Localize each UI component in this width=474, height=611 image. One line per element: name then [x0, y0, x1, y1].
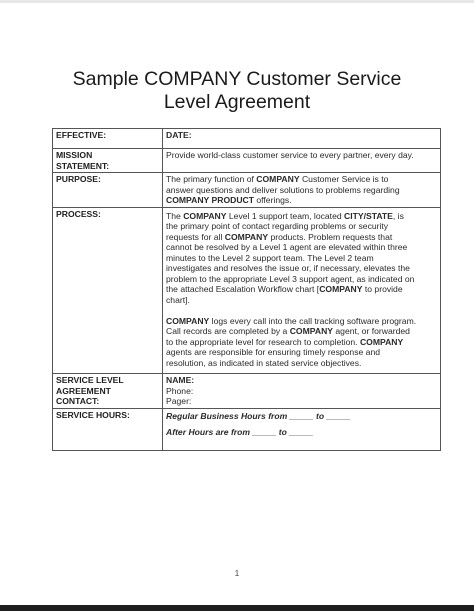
label-mission [53, 149, 163, 173]
value-contact [163, 374, 441, 409]
text-segment: answer questions and deliver solutions to problems regarding [166, 184, 400, 195]
row-effective [53, 129, 441, 149]
value-date [163, 129, 441, 149]
text-line [166, 358, 436, 369]
row-hours [53, 408, 441, 450]
document-title [0, 68, 474, 114]
contact-phone-label: Phone: [166, 385, 194, 396]
row-purpose [53, 173, 441, 208]
text-segment: Level 1 support team, located [226, 210, 345, 221]
row-contact [53, 374, 441, 409]
process-paragraph-1 [166, 211, 436, 306]
text-segment: problem to the appropriate Level 3 support agent, as indicated on [166, 273, 415, 284]
bold-text: COMPANY [359, 336, 404, 347]
label-process-text: PROCESS: [56, 208, 101, 219]
text-segment: the primary point of contact regarding problems or security [166, 221, 389, 231]
text-segment: Call records are completed by a [166, 326, 290, 336]
label-process [53, 207, 163, 374]
value-mission [163, 149, 441, 173]
bold-text: COMPANY PRODUCT [166, 195, 255, 205]
purpose-text [166, 174, 436, 206]
label-contact-line-2: AGREEMENT [56, 385, 111, 396]
text-segment: to provide [362, 284, 403, 294]
text-segment: offerings. [254, 195, 292, 205]
bold-text: COMPANY [224, 231, 269, 242]
text-line [166, 337, 436, 348]
text-segment: agents are responsible for ensuring timely response and [166, 347, 381, 357]
label-purpose-text: PURPOSE: [56, 174, 101, 184]
page-top-edge [0, 0, 474, 3]
text-line [166, 284, 436, 295]
row-mission [53, 149, 441, 173]
date-label: DATE: [166, 130, 192, 140]
text-segment: cannot be resolved by a Level 1 agent are elevated within three [166, 242, 408, 252]
value-hours [163, 408, 441, 450]
text-segment: requests for all [166, 231, 225, 242]
page-bottom-edge [0, 605, 474, 611]
text-line [166, 174, 436, 185]
label-contact [53, 374, 163, 409]
agreement-table [52, 128, 441, 451]
page-number: 1 [234, 569, 240, 578]
text-segment: Customer Service is to [299, 174, 389, 184]
text-line [166, 326, 436, 337]
text-segment: minutes to the Level 2 support team. The Level 2 team [166, 252, 374, 263]
label-effective-text: EFFECTIVE: [56, 130, 107, 140]
bold-text: COMPANY [319, 284, 363, 294]
regular-hours: Regular Business Hours from _____ to _____ [166, 410, 351, 421]
label-hours-text: SERVICE HOURS: [56, 409, 130, 420]
text-line [166, 211, 436, 222]
title-line-2: Level Agreement [163, 91, 311, 113]
text-segment: products. Problem requests that [268, 231, 393, 242]
label-purpose [53, 173, 163, 208]
text-segment: chart]. [166, 294, 190, 305]
text-line [166, 221, 436, 232]
text-line [166, 195, 436, 206]
text-segment: , is [392, 210, 404, 221]
bold-text: COMPANY [289, 326, 334, 336]
text-line [166, 232, 436, 243]
label-effective [53, 129, 163, 149]
label-hours [53, 408, 163, 450]
bold-text: COMPANY [183, 210, 227, 221]
text-segment: investigates and resolves the issue or, if necessary, elevates the [166, 263, 410, 273]
bold-text: CITY/STATE [344, 210, 393, 221]
title-line-1: Sample COMPANY Customer Service [72, 68, 402, 90]
process-paragraph-2 [166, 316, 436, 369]
label-mission-line-1: MISSION [56, 150, 93, 160]
text-line [166, 274, 436, 285]
text-line [166, 185, 436, 196]
after-hours: After Hours are from _____ to _____ [166, 427, 314, 437]
text-segment: The primary function of [166, 174, 257, 184]
text-line [166, 253, 436, 264]
bold-text: COMPANY [256, 174, 300, 184]
row-process [53, 207, 441, 374]
text-line [166, 242, 436, 253]
text-segment: resolution, as indicated in stated service objectives. [166, 357, 362, 368]
text-segment: logs every call into the call tracking software program. [209, 315, 417, 326]
text-line [166, 316, 436, 327]
text-line [166, 347, 436, 358]
label-contact-line-1: SERVICE LEVEL [56, 375, 124, 385]
label-contact-line-3: CONTACT: [56, 396, 100, 406]
mission-text: Provide world-class customer service to every partner, every day. [166, 150, 414, 160]
bold-text: COMPANY [166, 315, 210, 326]
contact-name-label: NAME: [166, 375, 195, 385]
text-line [166, 295, 436, 306]
contact-pager-label: Pager: [166, 396, 192, 406]
text-segment: agent, or forwarded [333, 326, 410, 336]
text-line [166, 263, 436, 274]
label-mission-line-2: STATEMENT: [56, 160, 110, 171]
value-process [163, 207, 441, 374]
text-segment: to the appropriate level for research to completion. [166, 336, 360, 347]
text-segment: the attached Escalation Workflow chart [ [166, 284, 320, 294]
text-segment: The [166, 210, 184, 221]
value-purpose [163, 173, 441, 208]
